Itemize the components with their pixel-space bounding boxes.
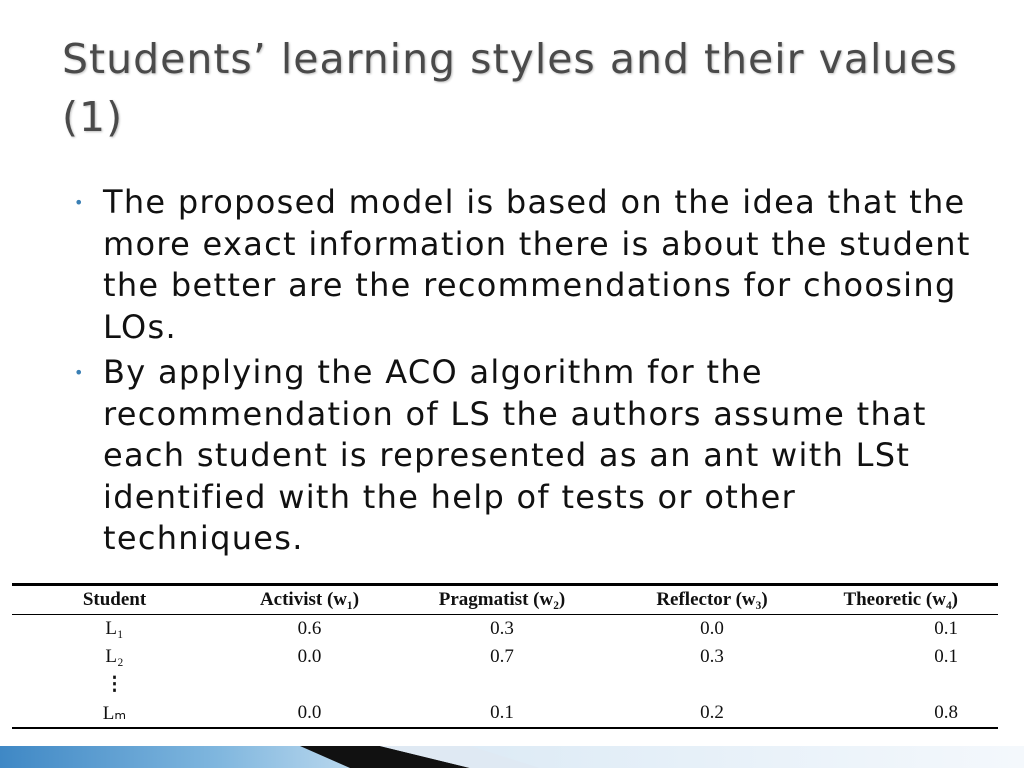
cell-pragmatist: 0.7 — [490, 646, 514, 667]
cell-reflector: 0.2 — [700, 702, 724, 723]
cell-student: L₁ — [105, 618, 124, 639]
cell-ellipsis: ⋮ — [105, 674, 124, 695]
slide-title: Students’ learning styles and their values (1) — [62, 35, 958, 141]
cell-student: Lₘ — [102, 702, 127, 724]
table-row — [12, 643, 998, 671]
cell-activist: 0.0 — [297, 646, 322, 667]
cell-pragmatist: 0.3 — [490, 618, 514, 639]
cell-student: L₂ — [105, 646, 124, 667]
cell-reflector — [602, 671, 822, 699]
bullet-text: By applying the ACO algorithm for the recommendation of LS the authors assume that each student is represented as an ant with LSt identified with the help of tests or other techniques. — [103, 353, 927, 557]
cell-theoretic — [822, 671, 998, 699]
table-row — [12, 615, 998, 644]
cell-pragmatist — [402, 671, 602, 699]
header-theoretic: Theoretic (w₄) — [843, 589, 958, 610]
header-pragmatist: Pragmatist (w₂) — [438, 589, 566, 610]
bullet-item — [72, 352, 972, 560]
bullet-item — [72, 182, 972, 348]
header-activist: Activist (w₁) — [259, 589, 360, 610]
header-reflector: Reflector (w₃) — [656, 589, 768, 610]
learning-styles-table — [12, 583, 998, 729]
cell-reflector: 0.0 — [700, 618, 724, 639]
cell-reflector: 0.3 — [700, 646, 724, 667]
cell-theoretic: 0.8 — [934, 702, 958, 723]
table-row — [12, 699, 998, 728]
cell-pragmatist: 0.1 — [490, 702, 514, 723]
bullet-dot-icon: • — [74, 363, 85, 382]
bullet-list — [72, 182, 972, 564]
cell-activist — [217, 671, 402, 699]
decorative-bottom-bar — [0, 746, 1024, 768]
bullet-text: The proposed model is based on the idea that the more exact information there is about the student the better are the recommendations for choosing LOs. — [103, 183, 971, 346]
header-student: Student — [82, 589, 147, 610]
table-row — [12, 671, 998, 699]
cell-theoretic: 0.1 — [934, 618, 958, 639]
cell-activist: 0.6 — [297, 618, 322, 639]
cell-theoretic: 0.1 — [934, 646, 958, 667]
bullet-dot-icon: • — [74, 193, 85, 212]
cell-activist: 0.0 — [297, 702, 322, 723]
table-header-row — [12, 585, 998, 615]
